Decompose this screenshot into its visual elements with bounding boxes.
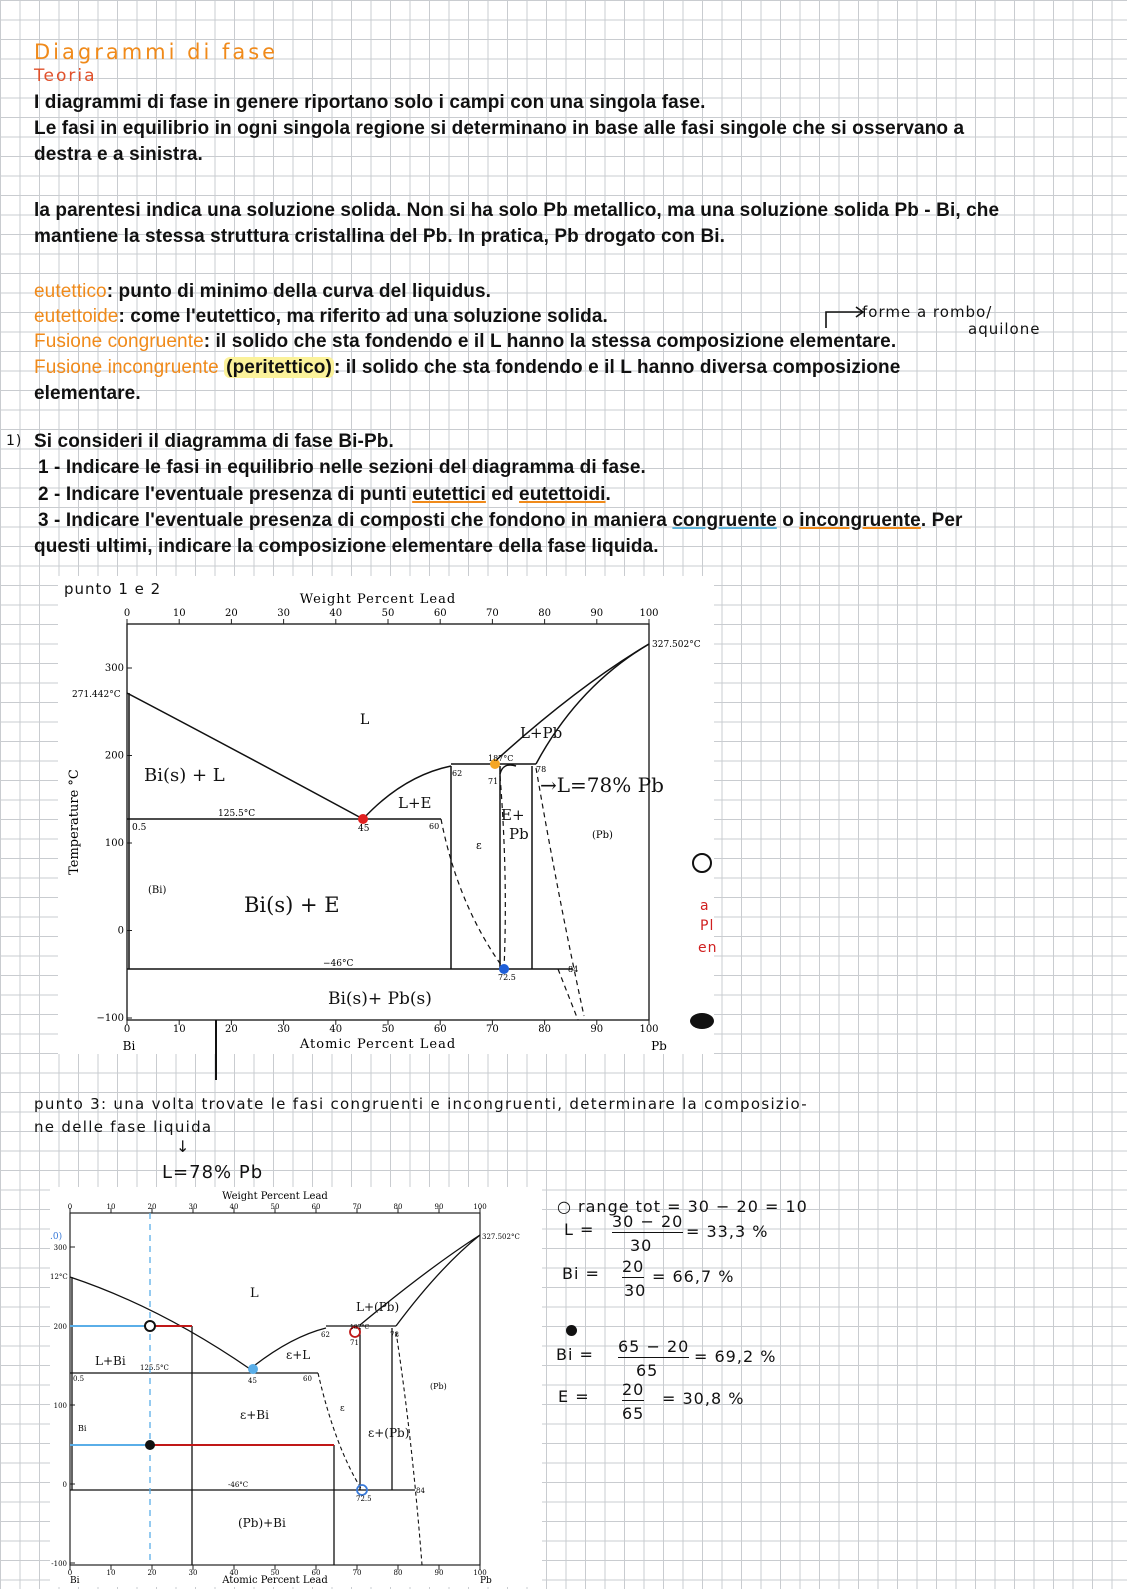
tick-label: 90 [590,608,604,619]
d1-bottom-axis-title: Atomic Percent Lead [299,1037,457,1052]
tick-label: 60 [311,1569,321,1577]
d1-bi-melt: 271.442°C [72,690,121,700]
leader-line [215,1020,217,1080]
q2-eutettoidi: eutettoidi [519,484,606,505]
d1-kink [500,765,516,774]
d1-c725: 72.5 [498,973,516,982]
d2-label-ebi: ε+Bi [240,1408,269,1422]
tick-label: 20 [147,1569,157,1577]
q3-part-e: . Per [920,510,963,531]
theory-p1: I diagrammi di fase in genere riportano solo i campi con una singola fase. [34,92,706,113]
tick-label: 40 [329,608,343,619]
def-eutettico [34,279,491,305]
d2-c78: 78 [390,1331,399,1339]
theory-p3a: la parentesi indica una soluzione solida. Non si ha solo Pb metallico, ma una soluzione solida Pb - Bi, che [34,200,1000,221]
d2-pb-phase: (Pb) [430,1382,447,1391]
d2-top-axis-title: Weight Percent Lead [222,1191,328,1202]
d1-c62: 62 [452,769,463,778]
d2-label-L: L [250,1286,259,1301]
theory-p3b: mantiene la stessa struttura cristallina del Pb. In pratica, Pb drogato con Bi. [34,226,726,247]
d1-dash-b [500,776,505,969]
d1-side-open-circle [692,853,712,873]
term-eutettoide: eutettoide [34,306,119,327]
d2-label-lpb: L+(Pb) [356,1300,400,1314]
tick-label: 60 [433,1024,447,1035]
punto3-result: L=78% Pb [162,1162,264,1183]
calc-filled-bi-num: 65 − 20 [618,1337,690,1356]
d2-open-point [145,1321,155,1331]
tick-label: 20 [147,1203,157,1211]
tick-label: 100 [53,1402,67,1410]
tick-label: 300 [104,663,124,674]
def-incongruente [34,355,900,381]
d2-c725: 72.5 [356,1495,372,1503]
d1-side-cut-2: Pl [700,918,715,934]
d1-top-axis-title: Weight Percent Lead [299,592,457,607]
exercise-number: 1) [6,433,23,449]
tick-label: -100 [51,1560,67,1568]
calc-filled-bi-res: = 69,2 % [694,1347,777,1366]
tick-label: 30 [277,1024,290,1035]
tick-label: 10 [172,608,186,619]
d2-eut: 125.5°C [140,1364,169,1372]
d2-eutectic-point [248,1364,258,1374]
term-congruente: Fusione congruente [34,331,204,352]
calc-open-bi-lhs: Bi = [562,1264,600,1283]
d1-dash-d [558,969,578,1020]
tick-label: 20 [225,608,238,619]
exercise-q2 [38,482,611,508]
d2-bi: Bi [70,1576,80,1586]
d2-filled-point [145,1440,155,1450]
tick-label: 100 [104,838,124,849]
d2-c62: 62 [321,1331,330,1339]
tick-label: 200 [104,750,124,762]
d2-bottom-ticks [68,1565,487,1577]
d2-dash-b [396,1332,422,1565]
def-eutettico-text: : punto di minimo della curva del liquidus. [106,281,492,302]
d1-eut-comp: 45 [358,824,370,834]
def-congruente [34,329,896,355]
d1-L: L [360,712,370,728]
calc-open-l-res: = 33,3 % [686,1222,769,1241]
d2-dash-a [318,1373,362,1490]
d1-liquidus-right-high [493,644,649,763]
tick-label: 50 [381,1024,395,1035]
diagram-1-label: punto 1 e 2 [64,580,162,598]
d2-c05: 0.5 [73,1375,85,1383]
punto3-arrow: ↓ [176,1137,191,1156]
calc-open-bi-res: = 66,7 % [652,1267,735,1286]
d1-bi-phase: (Bi) [148,885,167,896]
tick-label: 80 [393,1203,403,1211]
d2-leftcut-t: 12°C [50,1273,68,1281]
d2-top-ticks [68,1203,487,1213]
tick-label: 10 [106,1569,116,1577]
q2-eutettici: eutettici [412,484,486,505]
tick-label: 80 [538,1024,551,1035]
tick-label: 40 [229,1569,239,1577]
calc-open-l-num: 30 − 20 [612,1212,684,1231]
d2-pb: Pb [480,1576,492,1586]
q3-congruente: congruente [672,510,777,531]
theory-p2b: destra e a sinistra. [34,144,203,165]
tick-label: 90 [434,1569,444,1577]
tick-label: 20 [225,1024,238,1035]
page-title: Diagrammi di fase [34,40,279,64]
tick-label: 50 [270,1203,280,1211]
tick-label: 70 [486,1024,499,1035]
q3-part-a: 3 - Indicare l'eventuale presenza di composti che fondono in maniera [38,510,673,531]
exercise-intro: Si consideri il diagramma di fase Bi-Pb. [34,431,394,452]
def-incongruente-text: : il solido che sta fondendo e il L hanno diversa composizione [333,357,901,378]
calc-open-line1: ○ range tot = 30 − 20 = 10 [557,1197,808,1216]
tick-label: 60 [311,1203,321,1211]
tick-label: 0 [67,1203,73,1211]
d1-hand-epb1: E+ [501,806,525,824]
d1-bottom-ticks [124,1020,659,1035]
theory-p2a: Le fasi in equilibrio in ogni singola regione si determinano in base alle fasi singole che si osservano a [34,118,965,139]
calc-filled-e-res: = 30,8 % [662,1389,745,1408]
d1-hand-bipb: Bi(s)+ Pb(s) [328,989,432,1009]
calc-open-bi-num: 20 [622,1257,645,1276]
calc-filled-bi-den: 65 [636,1361,659,1380]
d1-pb-melt: 327.502°C [652,640,701,650]
d1-pb-phase: (Pb) [592,830,613,841]
tick-label: 10 [106,1203,116,1211]
tick-label: 60 [433,608,447,619]
tick-label: 70 [352,1203,362,1211]
d2-bi-phase: Bi [78,1424,87,1433]
tick-label: 70 [352,1569,362,1577]
side-note-2: aquilone [968,320,1041,338]
d2-pb-curve [396,1235,480,1326]
q2-part-c: ed [485,484,520,505]
phase-diagram-2 [50,1187,542,1587]
tick-label: 30 [188,1203,198,1211]
tick-label: 80 [393,1569,403,1577]
term-eutettico: eutettico [34,281,107,302]
page-subtitle: Teoria [34,66,97,86]
calc-filled-e-lhs: E = [558,1387,590,1406]
d2-c71: 71 [350,1339,359,1347]
exercise-q3 [38,508,963,534]
d2-t46: -46°C [228,1481,249,1489]
d1-pb-label: Pb [651,1039,667,1053]
d1-hand-l78: →L=78% Pb [540,773,664,797]
d1-hand-bil: Bi(s) + L [144,765,225,786]
d2-bottom-axis-title: Atomic Percent Lead [222,1575,328,1586]
exercise-q1: 1 - Indicare le fasi in equilibrio nelle sezioni del diagramma di fase. [38,457,646,478]
d2-c84: 84 [416,1487,425,1495]
d1-eut-temp: 125.5°C [218,809,256,819]
tick-label: 90 [590,1024,604,1035]
d1-side-filled-circle [690,1013,714,1029]
tick-label: 40 [229,1203,239,1211]
d2-label-epb: ε+(Pb) [368,1426,410,1440]
d1-c78: 78 [536,765,547,774]
d1-c60: 60 [429,822,440,831]
q3-incongruente: incongruente [799,510,921,531]
tick-label: 100 [639,608,659,619]
d1-pb-curve [536,644,649,764]
d1-top-ticks [124,608,659,624]
d1-bi-label: Bi [122,1039,136,1053]
side-note-arrow-icon [822,300,866,330]
punto3-line2: ne delle fase liquida [34,1118,213,1136]
d2-perit: 187°C [350,1324,370,1331]
side-note-1: forme a rombo/ [862,303,993,321]
tick-label: 100 [473,1569,487,1577]
q3-part-c: o [776,510,800,531]
tick-label: 30 [188,1569,198,1577]
calc-open-l-lhs: L = [564,1220,595,1239]
d1-hand-le: L+E [398,794,432,812]
d2-label-pbbi: (Pb)+Bi [238,1516,286,1530]
term-incongruente: Fusione incongruente [34,357,219,378]
calc-filled-dot [566,1325,577,1336]
d1-c84: 84 [568,965,579,974]
tick-label: 90 [434,1203,444,1211]
d1-dash-c [536,768,584,1016]
calc-open-l-den: 30 [630,1236,653,1255]
def-congruente-text: : il solido che sta fondendo e il L hanno la stessa composizione elementare. [203,331,897,352]
d2-label-el: ε+L [286,1348,311,1362]
def-incongruente-cont: elementare. [34,383,141,404]
d1-y-axis-title: Temperature °C [67,769,82,875]
exercise-q3-cont: questi ultimi, indicare la composizione elementare della fase liquida. [34,536,659,557]
d1-eutectic-point [358,814,368,824]
d2-eps: ε [340,1404,345,1414]
tick-label: 300 [53,1244,67,1252]
def-eutettoide [34,304,608,330]
tick-label: −100 [96,1013,124,1024]
d1-perit-temp: 187°C [488,754,514,763]
tick-label: 50 [381,608,395,619]
tick-label: 200 [53,1323,67,1331]
d2-c60: 60 [303,1375,312,1383]
tick-label: 0 [123,608,131,619]
q2-part-a: 2 - Indicare l'eventuale presenza di punti [38,484,413,505]
punto3-line1: punto 3: una volta trovate le fasi congruenti e incongruenti, determinare la composizio- [34,1095,809,1113]
calc-filled-bi-lhs: Bi = [556,1345,594,1364]
tick-label: 0 [67,1569,73,1577]
diagram-2-frame [70,1213,480,1565]
d1-pt-05: 0.5 [132,823,147,833]
phase-diagram-1 [58,576,714,1054]
diagram-1-frame [127,624,649,1020]
q2-part-e: . [605,484,611,505]
d1-hand-lpb: L+Pb [520,724,563,742]
term-peritettico: (peritettico) [226,357,332,378]
d1-side-cut-3: en [698,940,718,956]
calc-open-bi-den: 30 [624,1281,647,1300]
d2-pb-melt: 327.502°C [482,1233,520,1241]
calc-filled-e-den: 65 [622,1404,645,1423]
d1-hand-epb2: Pb [509,825,529,843]
def-eutettoide-text: : come l'eutettico, ma riferito ad una soluzione solida. [118,306,608,327]
d1-side-cut-1: a [700,898,710,914]
calc-filled-e-num: 20 [622,1380,645,1399]
tick-label: 40 [329,1024,343,1035]
d2-leftcut-top: .0) [50,1232,63,1242]
tick-label: 50 [270,1569,280,1577]
tick-label: 70 [486,608,499,619]
d1-liquidus-left [127,693,363,819]
d2-label-lbi: L+Bi [95,1354,126,1368]
d1-hand-bie: Bi(s) + E [244,893,340,917]
d1-eps: ε [476,839,482,852]
tick-label: 10 [172,1024,186,1035]
tick-label: 100 [639,1024,659,1035]
tick-label: 30 [277,608,290,619]
tick-label: 0 [62,1481,67,1489]
tick-label: 0 [123,1024,131,1035]
d1-eutectoid-temp: −46°C [323,959,354,969]
d1-c71: 71 [488,777,499,786]
tick-label: 0 [117,925,124,937]
tick-label: 80 [538,608,551,619]
tick-label: 100 [473,1203,487,1211]
d2-c45: 45 [248,1377,257,1385]
